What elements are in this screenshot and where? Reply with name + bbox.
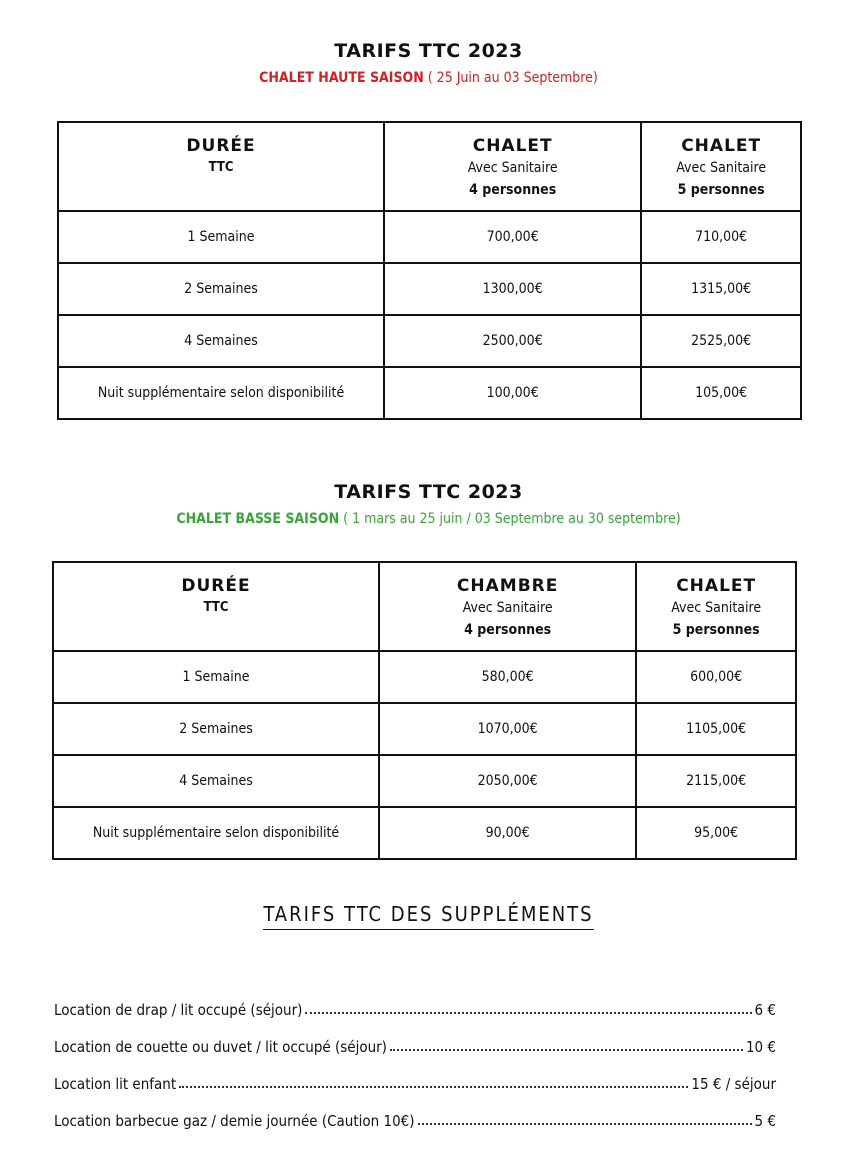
table-row bbox=[53, 703, 796, 755]
header-col-5p: CHALET Avec Sanitaire 5 personnes bbox=[636, 562, 796, 651]
haute-price-table bbox=[57, 121, 802, 420]
table-row bbox=[58, 211, 801, 263]
leader-dots bbox=[418, 1122, 752, 1125]
basse-subtitle bbox=[0, 511, 857, 527]
row-duree: 4 Semaines bbox=[53, 755, 379, 807]
table-row bbox=[53, 651, 796, 703]
row-price-5p: 710,00€ bbox=[641, 211, 801, 263]
table-row bbox=[58, 315, 801, 367]
list-item bbox=[54, 1056, 776, 1093]
basse-price-table bbox=[52, 561, 797, 860]
row-duree: 1 Semaine bbox=[58, 211, 384, 263]
row-duree: 2 Semaines bbox=[58, 263, 384, 315]
list-item bbox=[54, 982, 776, 1019]
table-row bbox=[53, 807, 796, 859]
supplements-list bbox=[54, 982, 776, 1130]
row-price-5p: 1105,00€ bbox=[636, 703, 796, 755]
haute-subtitle-label: CHALET HAUTE SAISON bbox=[259, 70, 424, 86]
row-price-4p: 1070,00€ bbox=[379, 703, 636, 755]
row-price-4p: 580,00€ bbox=[379, 651, 636, 703]
supplements-title-text: TARIFS TTC DES SUPPLÉMENTS bbox=[263, 902, 593, 930]
row-duree: 1 Semaine bbox=[53, 651, 379, 703]
row-price-4p: 2500,00€ bbox=[384, 315, 641, 367]
leader-dots bbox=[390, 1048, 743, 1051]
header-col-5p: CHALET Avec Sanitaire 5 personnes bbox=[641, 122, 801, 211]
row-duree: Nuit supplémentaire selon disponibilité bbox=[53, 807, 379, 859]
supplement-label: Location barbecue gaz / demie journée (Caution 10€) bbox=[54, 1112, 415, 1130]
basse-title: TARIFS TTC 2023 bbox=[334, 481, 523, 503]
header-col-4p: CHALET Avec Sanitaire 4 personnes bbox=[384, 122, 641, 211]
header-duree: DURÉE TTC bbox=[58, 122, 384, 211]
row-price-5p: 1315,00€ bbox=[641, 263, 801, 315]
row-price-5p: 2525,00€ bbox=[641, 315, 801, 367]
table-header-row bbox=[53, 562, 796, 651]
row-duree: 4 Semaines bbox=[58, 315, 384, 367]
basse-subtitle-label: CHALET BASSE SAISON bbox=[176, 511, 340, 527]
row-price-4p: 2050,00€ bbox=[379, 755, 636, 807]
supplements-title bbox=[0, 902, 857, 926]
header-duree: DURÉE TTC bbox=[53, 562, 379, 651]
supplement-label: Location de drap / lit occupé (séjour) bbox=[54, 1001, 303, 1019]
table-header-row bbox=[58, 122, 801, 211]
table-row bbox=[58, 367, 801, 419]
haute-subtitle-dates: ( 25 Juin au 03 Septembre) bbox=[423, 70, 598, 86]
supplement-price: 10 € bbox=[745, 1038, 776, 1056]
supplement-price: 6 € bbox=[754, 1001, 776, 1019]
row-price-5p: 600,00€ bbox=[636, 651, 796, 703]
supplement-label: Location de couette ou duvet / lit occupé (séjour) bbox=[54, 1038, 387, 1056]
row-duree: Nuit supplémentaire selon disponibilité bbox=[58, 367, 384, 419]
basse-subtitle-dates: ( 1 mars au 25 juin / 03 Septembre au 30 septembre) bbox=[339, 511, 681, 527]
table-row bbox=[53, 755, 796, 807]
row-duree: 2 Semaines bbox=[53, 703, 379, 755]
leader-dots bbox=[305, 1011, 751, 1014]
row-price-5p: 95,00€ bbox=[636, 807, 796, 859]
haute-subtitle bbox=[0, 70, 857, 86]
header-col-4p: CHAMBRE Avec Sanitaire 4 personnes bbox=[379, 562, 636, 651]
leader-dots bbox=[179, 1085, 688, 1088]
table-row bbox=[58, 263, 801, 315]
row-price-5p: 105,00€ bbox=[641, 367, 801, 419]
row-price-4p: 700,00€ bbox=[384, 211, 641, 263]
list-item bbox=[54, 1019, 776, 1056]
list-item bbox=[54, 1093, 776, 1130]
row-price-4p: 90,00€ bbox=[379, 807, 636, 859]
supplement-price: 15 € / séjour bbox=[691, 1075, 776, 1093]
row-price-4p: 100,00€ bbox=[384, 367, 641, 419]
haute-title: TARIFS TTC 2023 bbox=[334, 40, 523, 62]
supplement-price: 5 € bbox=[754, 1112, 776, 1130]
row-price-4p: 1300,00€ bbox=[384, 263, 641, 315]
supplement-label: Location lit enfant bbox=[54, 1075, 177, 1093]
row-price-5p: 2115,00€ bbox=[636, 755, 796, 807]
